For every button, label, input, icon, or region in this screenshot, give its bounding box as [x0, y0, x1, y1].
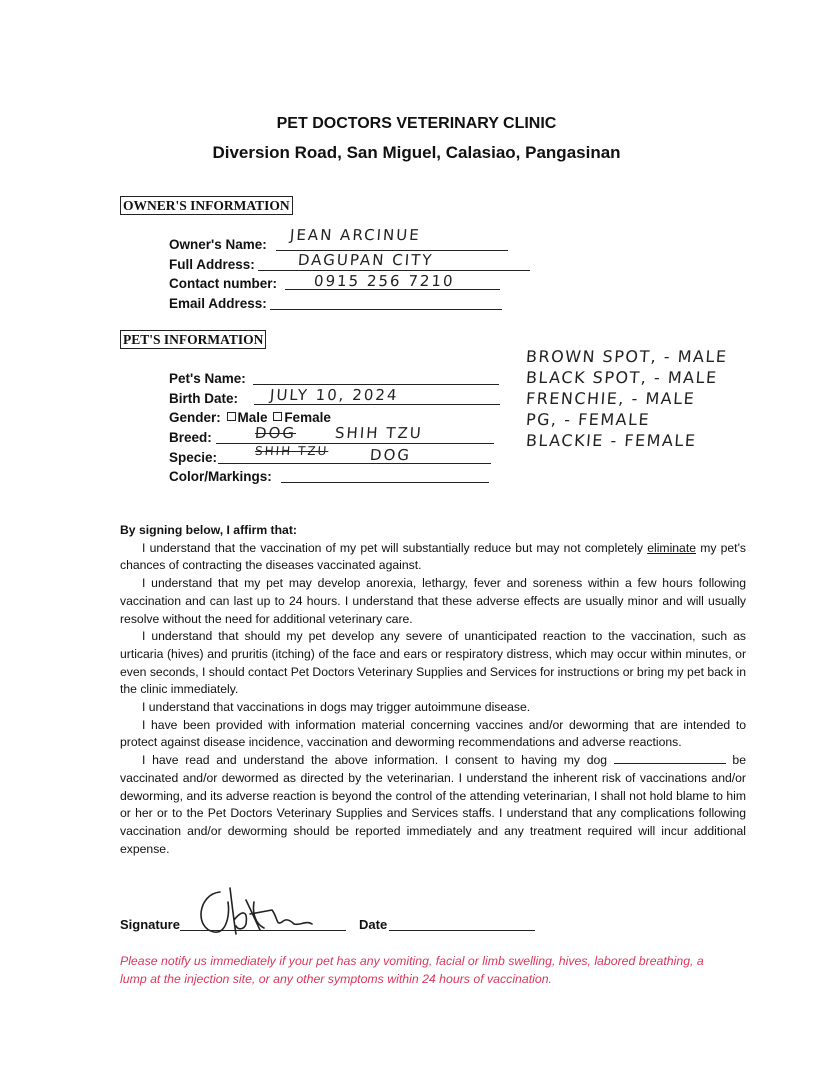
pet-section-title: PET'S INFORMATION [120, 330, 266, 349]
contact-number-label: Contact number: [169, 276, 277, 291]
gender-row [169, 410, 331, 425]
male-checkbox[interactable] [227, 412, 236, 421]
dog-name-blank[interactable] [614, 753, 726, 764]
consent-paragraph: I understand that vaccinations in dogs may trigger autoimmune disease. [142, 700, 531, 715]
owner-section-title: OWNER'S INFORMATION [120, 196, 293, 215]
consent-text [120, 522, 746, 858]
consent-paragraph: I understand that the vaccination of my pet will substantially reduce but may not completely eliminate my pet's chances of contracting the diseases vaccinated against. [120, 540, 746, 573]
full-address-label: Full Address: [169, 257, 255, 272]
female-checkbox[interactable] [273, 412, 282, 421]
female-label: Female [284, 410, 331, 425]
contact-number-value: 0915 256 7210 [313, 272, 456, 290]
full-address-value: DAGUPAN CITY [297, 251, 435, 269]
color-markings-line[interactable] [281, 482, 489, 483]
owner-name-label: Owner's Name: [169, 237, 267, 252]
specie-label: Specie: [169, 450, 218, 465]
pet-list-item: BLACKIE - FEMALE [525, 431, 698, 450]
clinic-address: Diversion Road, San Miguel, Calasiao, Pangasinan [212, 143, 621, 162]
breed-struck-value: DOG [254, 424, 297, 442]
pet-name-label: Pet's Name: [169, 371, 246, 386]
specie-value: DOG [369, 446, 412, 464]
consent-paragraph: I understand that should my pet develop any severe of unanticipated reaction to the vaccination, such as urticaria (hives) and pruritis (itching) of the face and ears or respiratory distress, which may occur within minutes, or even seconds, I should contact Pet Doctors Veterinary Supplies and Services for instructions or bring my pet back in the clinic immediately. [120, 629, 746, 697]
pet-list-item: BLACK SPOT, - MALE [525, 368, 719, 387]
consent-paragraph: I have read and understand the above information. I consent to having my dog be vaccinated and/or dewormed as directed by the veterinarian. I understand the inherent risk of vaccinations and/or deworming, and its adverse reaction is beyond the control of the attending veterinarian, I shall not hold blame to him or her or to the Pet Doctors Veterinary Supplies and Services staffs. I understand that any complications following vaccination and/or deworming should be reported immediately and any treatment required will incur additional expense. [120, 753, 746, 856]
birth-date-value: JULY 10, 2024 [269, 386, 400, 404]
consent-lead: By signing below, I affirm that: [120, 523, 297, 537]
breed-value: SHIH TZU [334, 424, 424, 442]
clinic-name: PET DOCTORS VETERINARY CLINIC [276, 115, 557, 132]
pet-list-item: BROWN SPOT, - MALE [525, 347, 729, 366]
date-line[interactable] [389, 930, 535, 931]
gender-label: Gender: [169, 410, 221, 425]
birth-date-label: Birth Date: [169, 391, 239, 406]
consent-paragraph: I have been provided with information material concerning vaccines and/or deworming that are intended to protect against disease incidence, vaccination and deworming recommendations and adverse reactions. [120, 717, 746, 750]
date-label: Date [359, 917, 388, 932]
post-vaccination-notice: Please notify us immediately if your pet has any vomiting, facial or limb swelling, hives, labored breathing, a lump at the injection site, or any other symptoms within 24 hours of vaccination. [120, 954, 704, 986]
signature-label: Signature [120, 917, 180, 932]
specie-line[interactable] [218, 463, 491, 464]
birth-date-line[interactable] [254, 404, 500, 405]
male-label: Male [237, 410, 268, 425]
consent-paragraph: I understand that my pet may develop anorexia, lethargy, fever and soreness within a few hours following vaccination and can last up to 24 hours. I understand that these adverse effects are usually minor and will usually resolve without the need for additional veterinary care. [120, 576, 746, 626]
breed-label: Breed: [169, 430, 212, 445]
color-markings-label: Color/Markings: [169, 469, 272, 484]
handwritten-signature [190, 880, 320, 940]
pet-list-item: PG, - FEMALE [525, 410, 651, 429]
email-address-line[interactable] [270, 309, 502, 310]
full-address-line[interactable] [258, 270, 530, 271]
pet-list-item: FRENCHIE, - MALE [525, 389, 696, 408]
specie-struck-value: SHIH TZU [254, 444, 329, 458]
pet-name-line[interactable] [253, 384, 499, 385]
owner-name-value: JEAN ARCINUE [289, 226, 422, 244]
handwritten-pet-list [526, 346, 728, 451]
email-address-label: Email Address: [169, 296, 267, 311]
